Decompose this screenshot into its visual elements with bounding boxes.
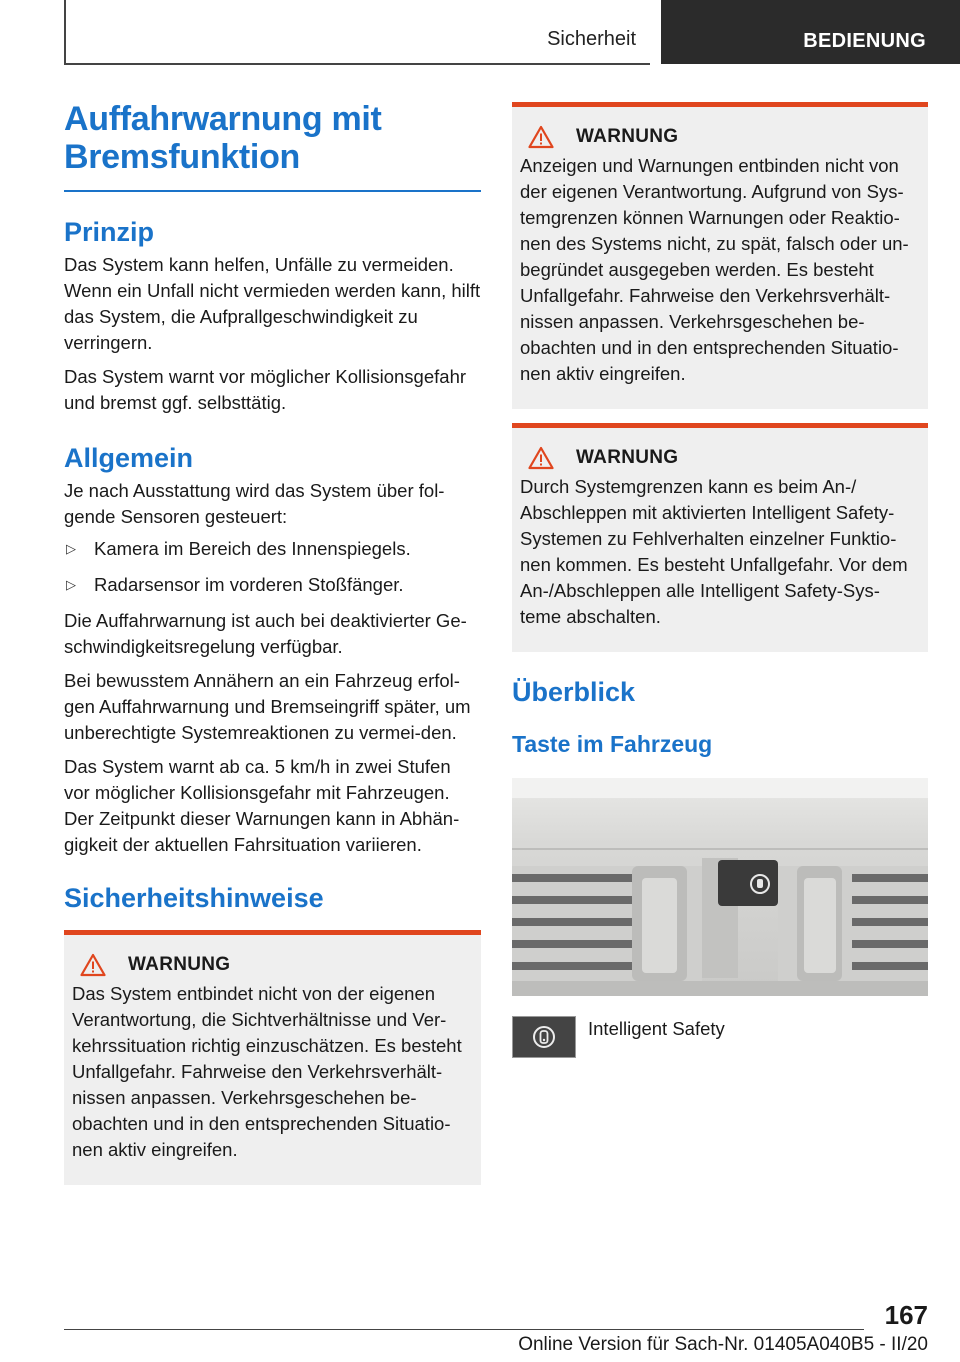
heading-taste-im-fahrzeug: Taste im Fahrzeug xyxy=(512,731,713,757)
warning-label: WARNUNG xyxy=(128,954,231,975)
header-left-line xyxy=(64,0,66,64)
page-title-line1: Auffahrwarnung mit xyxy=(64,100,382,138)
vehicle-button-photo xyxy=(512,778,928,996)
warning-text: Das System entbindet nicht von der eigenen Verantwortung, die Sichtverhältnisse und Ver-kehrssituation richtig einzuschätzen. Es besteht Unfallgefahr. Fahrweise den Verkehrsverhält-nissen anpassen. Verkehrsgeschehen be-obachten und in den entsprechenden Situatio-nen aktiv eingreifen. xyxy=(72,983,462,1160)
footer-online-version: Online Version für Sach-Nr. 01405A040B5 - II/20 xyxy=(518,1334,928,1355)
warning-box xyxy=(64,930,481,1185)
warning-title xyxy=(80,953,473,977)
warning-box-1 xyxy=(512,102,928,409)
header-chapter-tab xyxy=(661,0,960,64)
heading-ueberblick: Überblick xyxy=(512,677,636,707)
left-column xyxy=(64,100,481,1185)
warning-title xyxy=(528,446,920,470)
page-number: 167 xyxy=(884,1300,928,1330)
warning-triangle-icon xyxy=(528,446,554,470)
warning-title xyxy=(528,125,920,149)
intelligent-safety-icon xyxy=(512,1016,576,1058)
header-chapter-label: BEDIENUNG xyxy=(803,30,926,52)
page-title-line2: Bremsfunktion xyxy=(64,138,301,176)
vehicle-photo-illustration xyxy=(512,778,928,996)
prinzip-paragraph-1: Das System kann helfen, Unfälle zu vermeiden. Wenn ein Unfall nicht vermieden werden kann, hilft das System, die Aufprallgeschwindigkeit zu verringern. xyxy=(64,254,481,353)
bullet-triangle-icon: ▷ xyxy=(66,577,76,592)
list-item: ▷ Kamera im Bereich des Innenspiegels. xyxy=(64,536,481,562)
list-item: ▷ Radarsensor im vorderen Stoßfänger. xyxy=(64,572,481,598)
right-column xyxy=(512,102,928,1058)
heading-allgemein: Allgemein xyxy=(64,443,194,473)
prinzip-paragraph-2: Das System warnt vor möglicher Kollisionsgefahr und bremst ggf. selbsttätig. xyxy=(64,366,467,413)
header-section: Sicherheit xyxy=(547,28,636,50)
warning-triangle-icon xyxy=(80,953,106,977)
legend-label: Intelligent Safety xyxy=(588,1018,725,1039)
warning-label: WARNUNG xyxy=(576,447,679,468)
header-rule xyxy=(64,63,650,65)
page-title xyxy=(64,100,481,176)
warning-box-2 xyxy=(512,423,928,652)
footer-rule xyxy=(64,1329,864,1330)
warning-label: WARNUNG xyxy=(576,126,679,147)
allgemein-paragraph-2: Bei bewusstem Annähern an ein Fahrzeug erfol-gen Auffahrwarnung und Bremseingriff später, um unberechtigte Systemreaktionen zu vermei-den. xyxy=(64,670,471,743)
heading-prinzip: Prinzip xyxy=(64,217,155,247)
title-rule xyxy=(64,190,481,192)
sensor-list xyxy=(64,536,481,598)
warning-triangle-icon xyxy=(528,125,554,149)
heading-sicherheitshinweise: Sicherheitshinweise xyxy=(64,883,324,913)
warning-text: Durch Systemgrenzen kann es beim An-/ Abschleppen mit aktivierten Intelligent Safety-Systemen zu Fehlverhalten einzelner Funktio-nen kommen. Es besteht Unfallgefahr. Vor dem An-/Abschleppen alle Intelligent Safety-Sys-teme abschalten. xyxy=(520,476,908,627)
bullet-triangle-icon: ▷ xyxy=(66,541,76,556)
warning-text: Anzeigen und Warnungen entbinden nicht von der eigenen Verantwortung. Aufgrund von Sys-temgrenzen können Warnungen oder Reaktio-nen des Systems nicht, zu spät, falsch oder un-begründet ausgegeben werden. Es besteht Unfallgefahr. Fahrweise den Verkehrsverhält-nissen anpassen. Verkehrsgeschehen be-obachten und in den entsprechenden Situatio-nen aktiv eingreifen. xyxy=(520,155,909,384)
allgemein-paragraph-1: Die Auffahrwarnung ist auch bei deaktivierter Ge-schwindigkeitsregelung verfügbar. xyxy=(64,610,467,657)
allgemein-intro: Je nach Ausstattung wird das System über fol-gende Sensoren gesteuert: xyxy=(64,480,445,527)
legend-row xyxy=(512,1016,928,1058)
allgemein-paragraph-3: Das System warnt ab ca. 5 km/h in zwei Stufen vor möglicher Kollisionsgefahr mit Fahrzeugen. Der Zeitpunkt dieser Warnungen kann in Abhän-gigkeit der aktuellen Fahrsituation variieren. xyxy=(64,756,460,855)
